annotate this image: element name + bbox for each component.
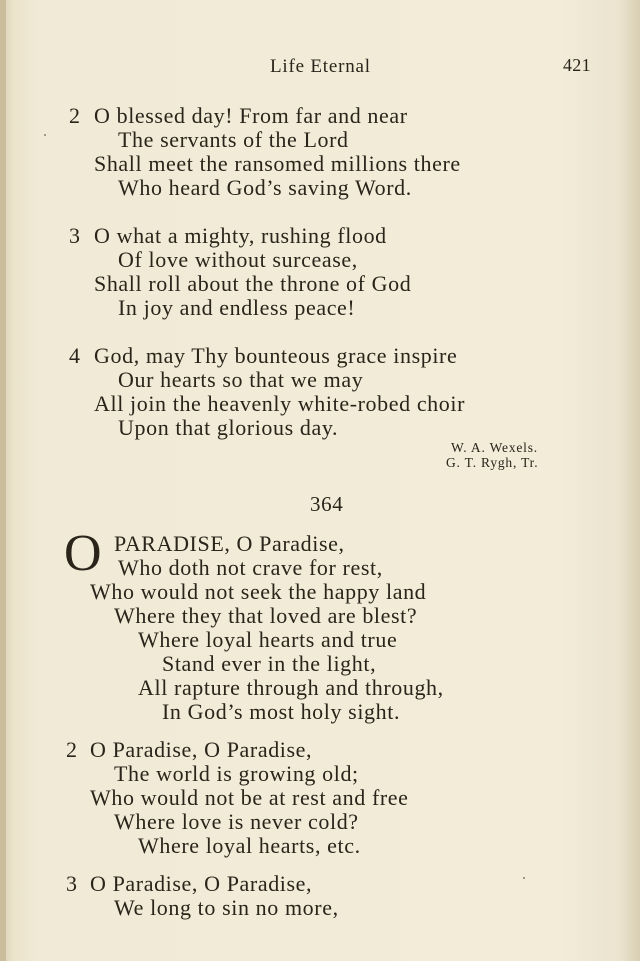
paper-speck (523, 877, 525, 879)
verse-line: Shall meet the ransomed millions there (94, 151, 461, 176)
verse-line: Shall roll about the throne of God (94, 271, 412, 296)
page-binding-edge (0, 0, 6, 961)
verse-line: Upon that glorious day. (118, 415, 339, 440)
verse-line: All join the heavenly white-robed choir (94, 391, 466, 416)
stanza-number: 3 (69, 223, 81, 248)
verse-line: We long to sin no more, (114, 895, 339, 920)
hymn-number: 364 (310, 492, 344, 516)
stanza-number: 4 (69, 343, 81, 368)
stanza-number: 3 (66, 871, 78, 896)
verse-line: God, may Thy bounteous grace inspire (94, 343, 458, 368)
verse-line: In God’s most holy sight. (162, 699, 401, 724)
stanza-number: 2 (66, 737, 78, 762)
verse-line: The servants of the Lord (118, 127, 349, 152)
verse-line: Of love without surcease, (118, 247, 358, 272)
page-number: 421 (563, 55, 591, 75)
verse-line: Where loyal hearts, etc. (138, 833, 361, 858)
paper-speck (44, 134, 46, 136)
verse-line: O Paradise, O Paradise, (90, 737, 313, 762)
verse-line: Where love is never cold? (114, 809, 359, 834)
verse-line: O Paradise, O Paradise, (90, 871, 313, 896)
verse-line: The world is growing old; (114, 761, 359, 786)
verse-line: In joy and endless peace! (118, 295, 356, 320)
author-attribution: W. A. Wexels. (451, 440, 538, 455)
verse-line: Who doth not crave for rest, (118, 555, 383, 580)
verse-line: All rapture through and through, (138, 675, 444, 700)
verse-line: Our hearts so that we may (118, 367, 364, 392)
verse-line: Who would not seek the happy land (90, 579, 427, 604)
verse-line: Where loyal hearts and true (138, 627, 398, 652)
verse-line: Who heard God’s saving Word. (118, 175, 412, 200)
verse-line: O blessed day! From far and near (94, 103, 408, 128)
verse-line: Stand ever in the light, (162, 651, 377, 676)
verse-line: Where they that loved are blest? (114, 603, 418, 628)
stanza-number: 2 (69, 103, 81, 128)
verse-line: Who would not be at rest and free (90, 785, 409, 810)
verse-line: O what a mighty, rushing flood (94, 223, 387, 248)
drop-cap: O (64, 525, 102, 582)
translator-attribution: G. T. Rygh, Tr. (446, 455, 539, 470)
verse-line: PARADISE, O Paradise, (114, 531, 345, 556)
running-header-title: Life Eternal (270, 56, 371, 77)
